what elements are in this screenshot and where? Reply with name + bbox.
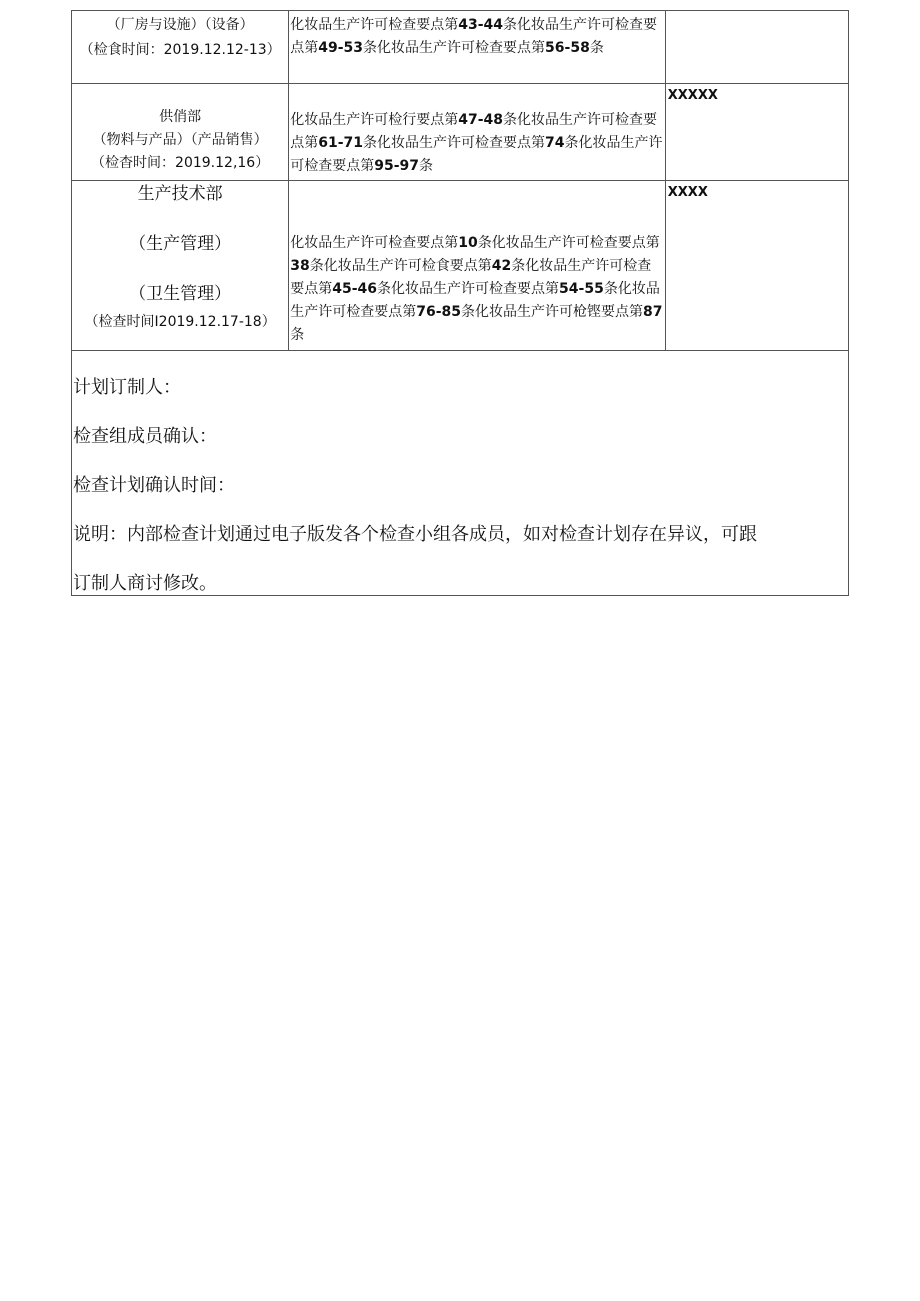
clauses-cell xyxy=(289,181,665,351)
note-text-continued: 订制人商讨修改。 xyxy=(73,573,217,594)
members-confirm-label: 检查组成员确认： xyxy=(73,426,217,447)
table-row xyxy=(72,11,849,84)
department-scope: （厂房与设施）（设备） xyxy=(106,17,254,33)
department-cell xyxy=(72,84,289,181)
clauses-text: 化妆品生产许可检行要点第47-48条化妆品生产许可检查要点第61-71条化妆品生产许可检查要点第74条化妆品生产许可检查要点第95-97条 xyxy=(290,112,663,174)
department-cell xyxy=(72,11,289,84)
department-scope: （物料与产品）（产品销售） xyxy=(92,132,268,148)
inspection-time: （检查时间I2019.12.17-18） xyxy=(84,314,276,330)
planner-label: 计划订制人： xyxy=(73,377,181,398)
table-row xyxy=(72,84,849,181)
note-text: 说明：内部检查计划通过电子版发各个检查小组各成员，如对检查计划存在异议，可跟 xyxy=(73,524,757,545)
inspector-cell xyxy=(665,181,848,351)
inspector-cell xyxy=(665,84,848,181)
inspector-name: XXXXX xyxy=(667,88,718,103)
clauses-cell xyxy=(289,11,665,84)
inspector-name: XXXX xyxy=(667,185,708,200)
footer-cell xyxy=(72,351,849,596)
department-cell xyxy=(72,181,289,351)
confirm-time-label: 检查计划确认时间： xyxy=(73,475,235,496)
inspector-name xyxy=(666,11,848,15)
inspection-time: （检杳时间：2019.12,16） xyxy=(91,155,270,171)
inspection-plan-table xyxy=(71,10,849,596)
table-row xyxy=(72,181,849,351)
clauses-text: 化妆品生产许可检查要点第43-44条化妆品生产许可检查要点第49-53条化妆品生产许可检查要点第56-58条 xyxy=(290,17,658,56)
clauses-cell xyxy=(289,84,665,181)
clauses-text: 化妆品生产许可检查要点第10条化妆品生产许可检查要点第38条化妆品生产许可检食要点第42条化妆品生产许可检查要点第45-46条化妆品生产许可检查要点第54-55条化妆品生产许可检查要点第76-85条化妆品生产许可枪铿要点第87条 xyxy=(290,235,663,343)
department-name: 供俏部 xyxy=(159,109,202,125)
department-name: 生产技术部 xyxy=(137,184,223,204)
inspection-time: （检食时间：2019.12.12-13） xyxy=(79,42,281,58)
department-scope: （生产管理） xyxy=(129,234,232,254)
department-scope: （卫生管理） xyxy=(129,284,232,304)
inspector-cell xyxy=(665,11,848,84)
footer-row xyxy=(72,351,849,596)
